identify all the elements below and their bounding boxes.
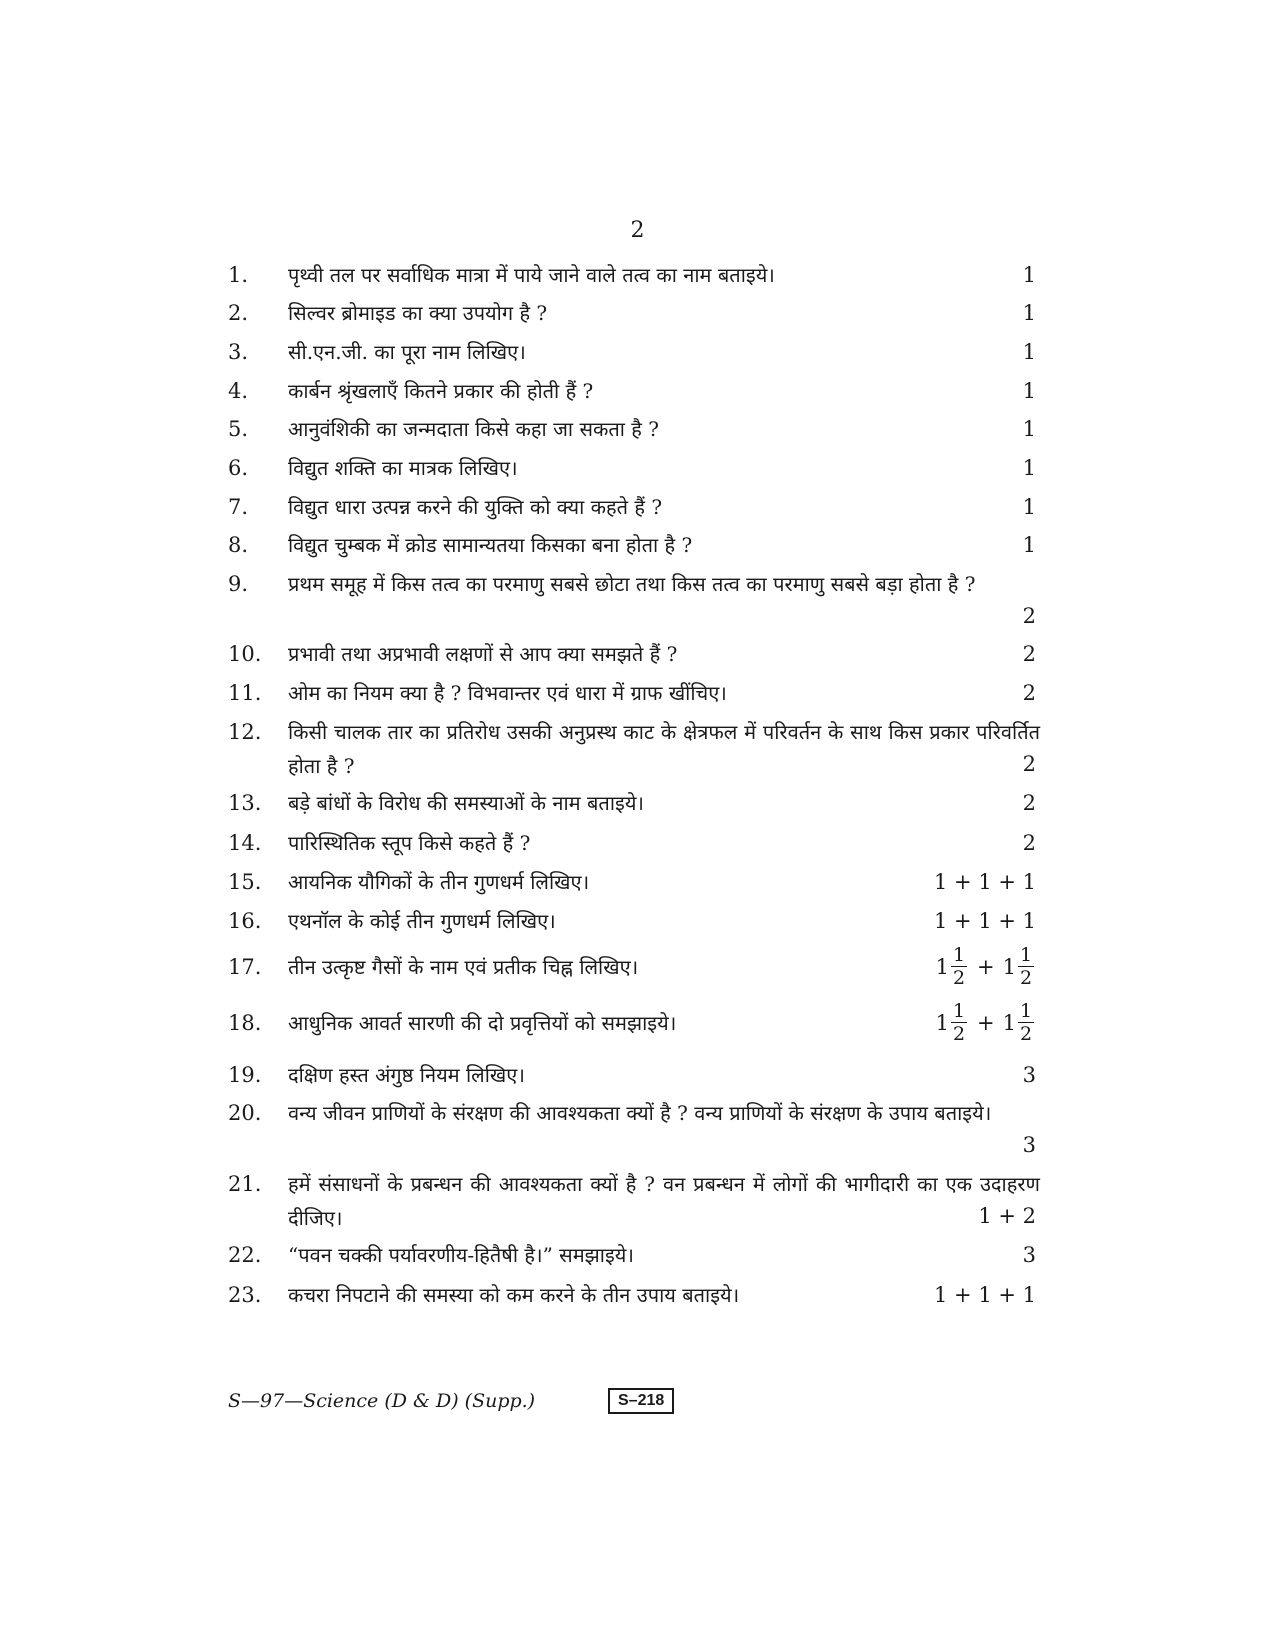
- fraction-denominator: 2: [1019, 1023, 1033, 1045]
- fraction-denominator: 2: [952, 1023, 966, 1045]
- question-marks: 3: [1022, 1133, 1036, 1157]
- question-text: सिल्वर ब्रोमाइड का क्या उपयोग है ?: [288, 301, 548, 325]
- question-number: 4.: [228, 379, 249, 403]
- paper-code-box: S–218: [608, 1388, 674, 1414]
- question-text: पृथ्वी तल पर सर्वाधिक मात्रा में पाये जाने वाले तत्व का नाम बताइये।: [288, 263, 775, 287]
- fraction-numerator: 1: [952, 1000, 966, 1022]
- question-number: 17.: [228, 955, 262, 979]
- question-number: 20.: [228, 1101, 262, 1125]
- fraction-numerator: 1: [1019, 944, 1033, 966]
- question-marks: 3: [1022, 1063, 1036, 1087]
- question-marks: 1: [1022, 533, 1036, 557]
- question-text: ओम का नियम क्या है ? विभवान्तर एवं धारा में ग्राफ खींचिए।: [288, 681, 727, 705]
- question-text: प्रभावी तथा अप्रभावी लक्षणों से आप क्या समझते हैं ?: [288, 642, 678, 666]
- page-footer: [228, 1390, 1036, 1420]
- question-number: 1.: [228, 263, 249, 287]
- question-marks: 1: [1022, 379, 1036, 403]
- question-number: 5.: [228, 417, 249, 441]
- question-number: 7.: [228, 495, 249, 519]
- question-text: आयनिक यौगिकों के तीन गुणधर्म लिखिए।: [288, 870, 590, 894]
- question-marks: 1 + 2: [978, 1204, 1036, 1228]
- question-number: 3.: [228, 340, 249, 364]
- question-number: 19.: [228, 1063, 262, 1087]
- question-number: 18.: [228, 1011, 262, 1035]
- question-text: वन्य जीवन प्राणियों के संरक्षण की आवश्यकता क्यों है ? वन्य प्राणियों के संरक्षण के उपाय बताइये।: [288, 1101, 992, 1125]
- question-text: दक्षिण हस्त अंगुष्ठ नियम लिखिए।: [288, 1063, 525, 1087]
- question-marks: 2: [1022, 791, 1036, 815]
- marks-fraction: [1018, 1000, 1034, 1045]
- paper-code: S—97—Science (D & D) (Supp.): [228, 1390, 536, 1412]
- marks-fraction: [1018, 944, 1034, 989]
- question-text: एथनॉल के कोई तीन गुणधर्म लिखिए।: [288, 909, 556, 933]
- question-number: 14.: [228, 831, 262, 855]
- question-marks: 2: [1022, 831, 1036, 855]
- question-marks: 2: [1022, 642, 1036, 666]
- question-text: पारिस्थितिक स्तूप किसे कहते हैं ?: [288, 831, 531, 855]
- marks-whole: 1: [935, 954, 950, 979]
- question-marks: 1 + 1 + 1: [934, 1283, 1036, 1307]
- question-text: आनुवंशिकी का जन्मदाता किसे कहा जा सकता है ?: [288, 417, 659, 441]
- question-marks: 1: [1022, 456, 1036, 480]
- marks-plus: +: [977, 954, 995, 979]
- question-number: 2.: [228, 301, 249, 325]
- question-marks: 1 + 1 + 1: [934, 870, 1036, 894]
- marks-whole: 1: [935, 1010, 950, 1035]
- question-number: 11.: [228, 681, 262, 705]
- question-text: कार्बन श्रृंखलाएँ कितने प्रकार की होती हैं ?: [288, 379, 594, 403]
- question-text: बड़े बांधों के विरोध की समस्याओं के नाम बताइये।: [288, 791, 644, 815]
- question-number: 12.: [228, 720, 262, 744]
- fraction-denominator: 2: [952, 967, 966, 989]
- question-number: 6.: [228, 456, 249, 480]
- fraction-denominator: 2: [1019, 967, 1033, 989]
- fraction-numerator: 1: [952, 944, 966, 966]
- question-text: “पवन चक्की पर्यावरणीय-हितैषी है।” समझाइये।: [288, 1243, 634, 1267]
- marks-whole: 1: [1002, 1010, 1016, 1035]
- question-number: 13.: [228, 791, 262, 815]
- question-marks: 1: [1022, 263, 1036, 287]
- question-marks: [936, 1000, 1036, 1045]
- question-text: विद्युत चुम्बक में क्रोड सामान्यतया किसका बना होता है ?: [288, 533, 693, 557]
- question-text: तीन उत्कृष्ट गैसों के नाम एवं प्रतीक चिह्न लिखिए।: [288, 955, 639, 979]
- marks-whole: 1: [1002, 954, 1016, 979]
- marks-plus: +: [977, 1010, 995, 1035]
- question-marks: 2: [1022, 604, 1036, 628]
- page-number: 2: [630, 218, 645, 243]
- question-marks: 2: [1022, 681, 1036, 705]
- question-marks: 1: [1022, 301, 1036, 325]
- question-text: प्रथम समूह में किस तत्व का परमाणु सबसे छोटा तथा किस तत्व का परमाणु सबसे बड़ा होता है ?: [288, 572, 976, 596]
- question-text: हमें संसाधनों के प्रबन्धन की आवश्यकता क्यों है ? वन प्रबन्धन में लोगों की भागीदारी का एक उदाहरण दीजिए।: [288, 1172, 1040, 1230]
- question-number: 15.: [228, 870, 262, 894]
- question-number: 9.: [228, 572, 249, 596]
- question-marks: 1: [1022, 417, 1036, 441]
- question-text: किसी चालक तार का प्रतिरोध उसकी अनुप्रस्थ काट के क्षेत्रफल में परिवर्तन के साथ किस प्रकार परिवर्तित होता है ?: [288, 720, 1040, 778]
- marks-fraction: [951, 1000, 967, 1045]
- question-text: कचरा निपटाने की समस्या को कम करने के तीन उपाय बताइये।: [288, 1283, 740, 1307]
- question-text: आधुनिक आवर्त सारणी की दो प्रवृत्तियों को समझाइये।: [288, 1011, 677, 1035]
- question-number: 23.: [228, 1283, 262, 1307]
- question-text: विद्युत शक्ति का मात्रक लिखिए।: [288, 456, 518, 480]
- question-number: 16.: [228, 909, 262, 933]
- question-marks: 1 + 1 + 1: [934, 909, 1036, 933]
- fraction-numerator: 1: [1019, 1000, 1033, 1022]
- question-marks: 1: [1022, 340, 1036, 364]
- marks-fraction: [951, 944, 967, 989]
- question-marks: 2: [1022, 752, 1036, 776]
- question-number: 8.: [228, 533, 249, 557]
- question-text: विद्युत धारा उत्पन्न करने की युक्ति को क्या कहते हैं ?: [288, 495, 663, 519]
- question-number: 22.: [228, 1243, 262, 1267]
- question-text: सी.एन.जी. का पूरा नाम लिखिए।: [288, 340, 526, 364]
- question-marks: 1: [1022, 495, 1036, 519]
- question-number: 10.: [228, 642, 262, 666]
- question-number: 21.: [228, 1172, 262, 1196]
- question-marks: 3: [1022, 1243, 1036, 1267]
- question-marks: [936, 944, 1036, 989]
